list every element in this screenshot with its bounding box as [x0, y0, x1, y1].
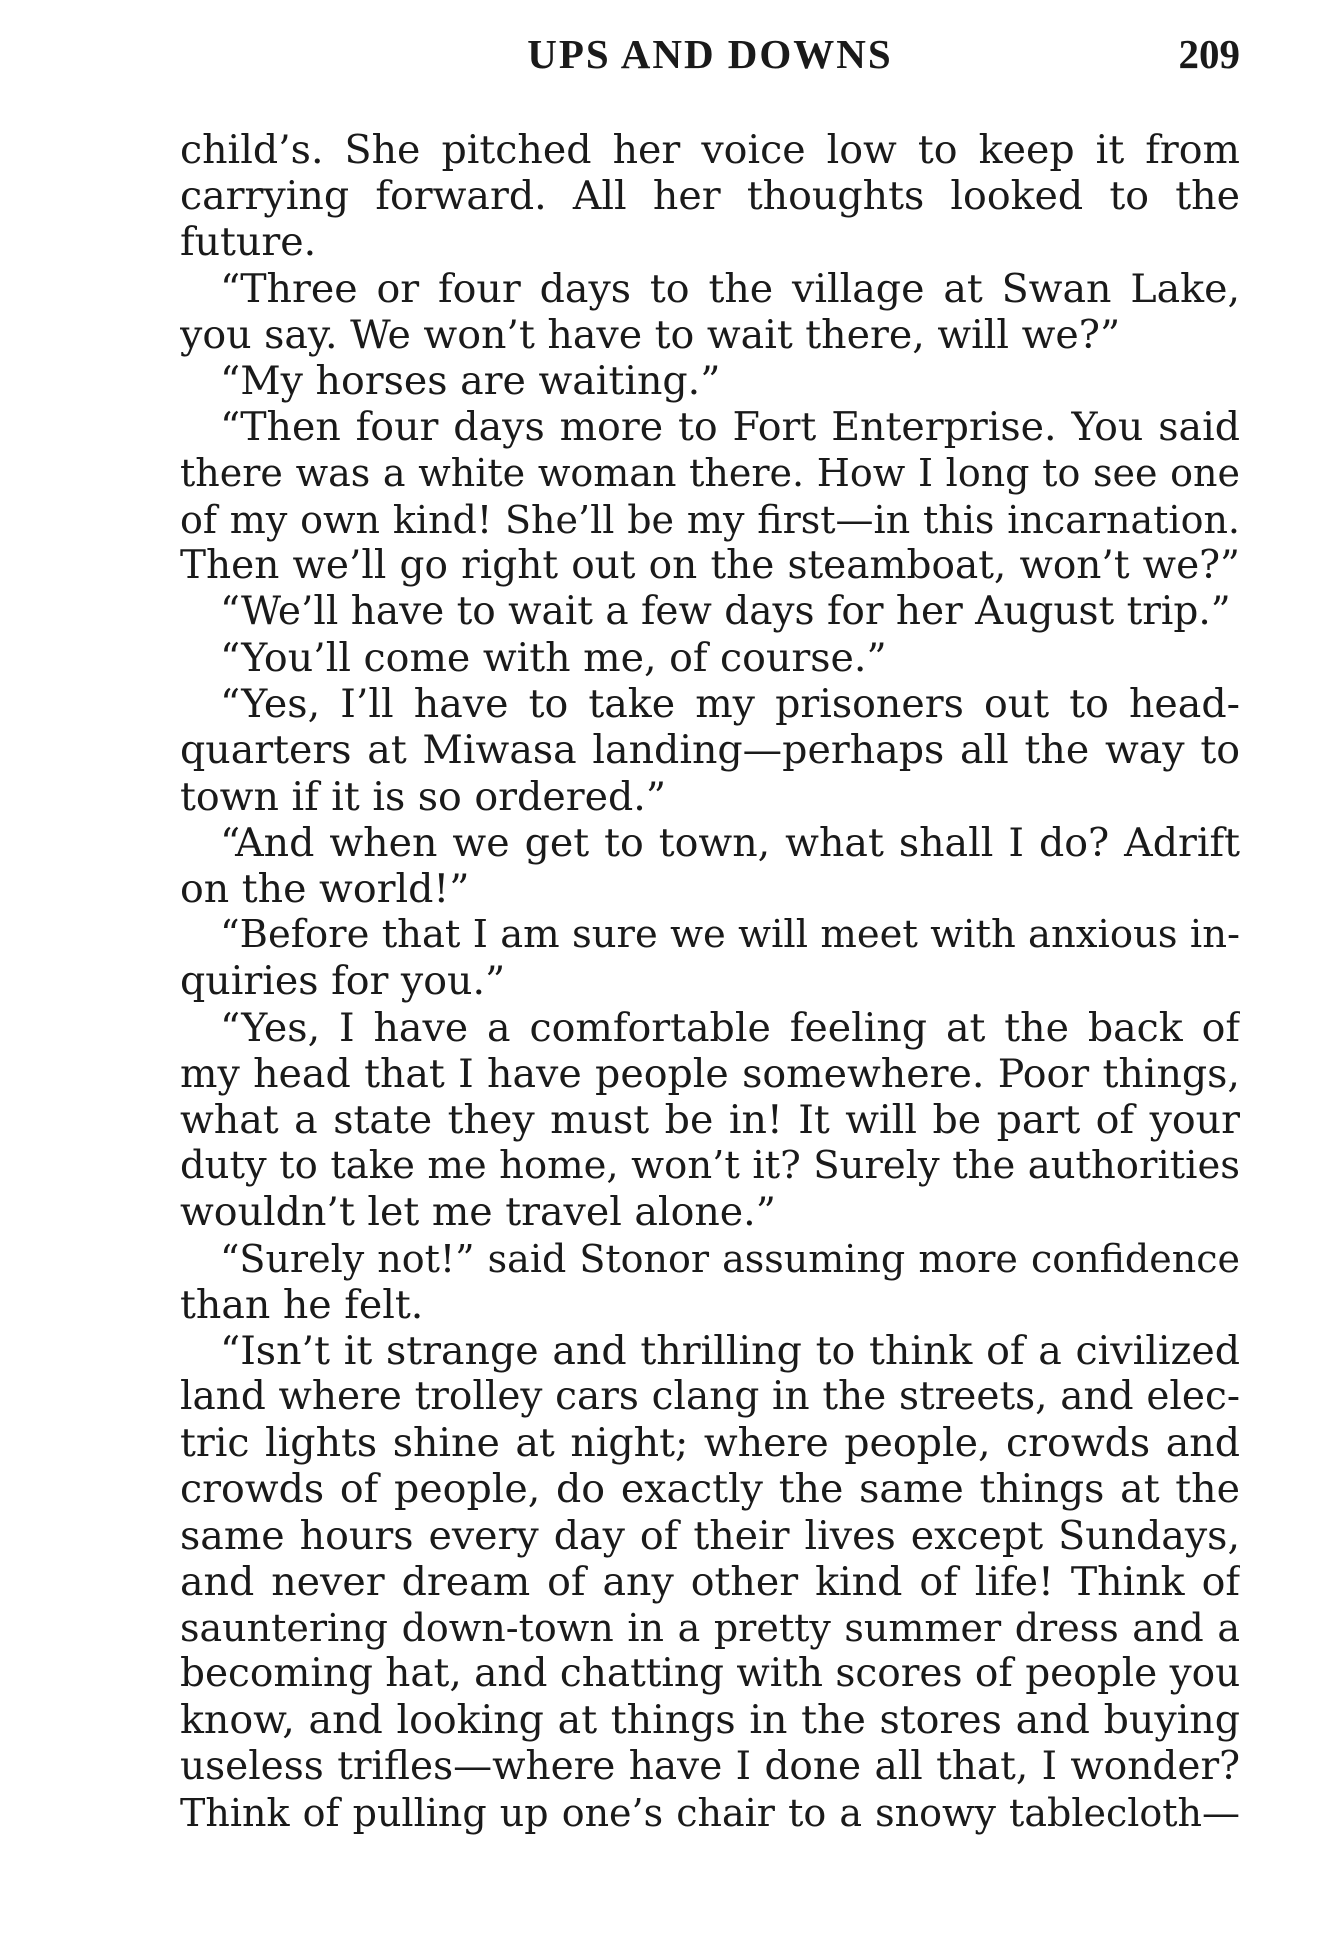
- text-line: “We’ll have to wait a few days for her August trip.”: [220, 588, 1231, 634]
- text-line: of my own kind! She’ll be my first—in this incarnation.: [180, 497, 1240, 542]
- text-line: “And when we get to town, what shall I do? Adrift: [220, 819, 1240, 866]
- body-text: [180, 127, 1240, 1836]
- page-number: 209: [1178, 31, 1240, 77]
- text-line: tric lights shine at night; where people, crowds and: [180, 1420, 1240, 1467]
- text-line: know, and looking at things in the stores and buying: [180, 1697, 1240, 1744]
- text-line: carrying forward. All her thoughts looked to the: [180, 173, 1240, 220]
- text-line: “Isn’t it strange and thrilling to think of a civilized: [220, 1327, 1240, 1374]
- text-line: you say. We won’t have to wait there, will we?”: [180, 311, 1121, 358]
- text-line: “Then four days more to Fort Enterprise. You said: [220, 404, 1240, 451]
- text-line: and never dream of any other kind of life! Think of: [180, 1558, 1240, 1605]
- text-line: becoming hat, and chatting with scores of people you: [180, 1651, 1240, 1697]
- text-line: on the world!”: [180, 866, 470, 912]
- text-line: than he felt.: [180, 1281, 424, 1328]
- text-line: “Before that I am sure we will meet with anxious in-: [220, 912, 1240, 958]
- text-line: town if it is so ordered.”: [180, 773, 667, 820]
- text-line: “You’ll come with me, of course.”: [220, 635, 887, 682]
- text-line: “Yes, I’ll have to take my prisoners out to head-: [220, 681, 1240, 728]
- running-head: [180, 30, 1240, 80]
- running-title: UPS AND DOWNS: [527, 31, 893, 77]
- text-line: “Three or four days to the village at Swan Lake,: [220, 265, 1240, 312]
- text-line: Then we’ll go right out on the steamboat, won’t we?”: [180, 542, 1240, 588]
- text-line: quarters at Miwasa landing—perhaps all the way to: [180, 727, 1240, 774]
- text-line: future.: [180, 219, 317, 266]
- text-line: child’s. She pitched her voice low to keep it from: [180, 127, 1240, 173]
- text-line: Think of pulling up one’s chair to a snowy tablecloth—: [180, 1790, 1240, 1835]
- text-line: quiries for you.”: [180, 958, 506, 1005]
- text-line: crowds of people, do exactly the same things at the: [180, 1466, 1240, 1513]
- text-line: same hours every day of their lives except Sundays,: [180, 1512, 1240, 1559]
- text-line: wouldn’t let me travel alone.”: [180, 1189, 776, 1236]
- text-line: my head that I have people somewhere. Poor things,: [180, 1050, 1240, 1097]
- text-line: “Yes, I have a comfortable feeling at the back of: [220, 1004, 1240, 1051]
- text-line: useless trifles—where have I done all that, I wonder?: [180, 1743, 1240, 1789]
- text-line: duty to take me home, won’t it? Surely the authorities: [180, 1143, 1240, 1189]
- text-line: there was a white woman there. How I long to see one: [180, 451, 1240, 496]
- text-line: “Surely not!” said Stonor assuming more confidence: [220, 1236, 1240, 1281]
- text-line: what a state they must be in! It will be part of your: [180, 1096, 1240, 1143]
- text-line: sauntering down-town in a pretty summer dress and a: [180, 1606, 1240, 1650]
- text-line: “My horses are waiting.”: [220, 357, 721, 404]
- text-line: land where trolley cars clang in the streets, and elec-: [180, 1374, 1240, 1420]
